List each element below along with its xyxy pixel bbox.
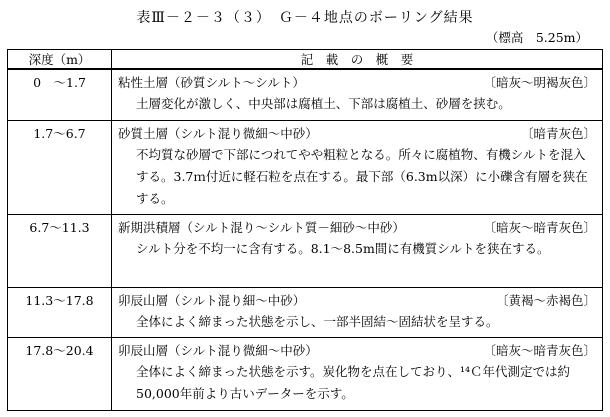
table-title: 表Ⅲ－２－３（３） Ｇ－４地点のボーリング結果	[136, 10, 474, 26]
layer-description: 土層変化が激しく、中央部は腐植土、下部は腐植土、砂層を挟む。	[136, 96, 511, 111]
depth-cell: 17.8～20.4	[8, 338, 112, 411]
layer-color: 〔黄褐～赤褐色〕	[495, 293, 596, 309]
layer-name: 粘性土層（砂質シルト～シルト）	[118, 75, 305, 90]
depth-cell: 0 ～1.7	[8, 69, 112, 120]
depth-cell: 6.7～11.3	[8, 214, 112, 288]
layer-description: 全体によく締まった状態を示し、一部半固結～固結状を呈する。	[136, 314, 499, 330]
table-row	[8, 69, 603, 120]
table-row	[8, 338, 603, 411]
table-row	[8, 120, 603, 214]
layer-name: 砂質土層（シルト混り微細～中砂）	[118, 125, 318, 141]
description-cell	[112, 69, 603, 120]
boring-results-table	[7, 49, 603, 411]
depth-cell: 11.3～17.8	[8, 288, 112, 338]
layer-name: 新期洪積層（シルト混り～シルト質－細砂～中砂）	[118, 219, 405, 235]
description-header: 記 載 の 概 要	[112, 50, 603, 70]
layer-name: 卯辰山層（シルト混り細～中砂）	[118, 293, 306, 309]
elevation-note: （標高 5.25m）	[485, 30, 588, 45]
layer-color: 〔暗灰～暗青灰色〕	[483, 219, 596, 235]
description-cell	[112, 288, 603, 338]
layer-description: 全体によく締まった状態を示す。炭化物を点在しており、¹⁴Ｃ年代測定では約50,000年前より古いデーターを示す。	[136, 364, 571, 402]
layer-color: 〔暗青灰色〕	[520, 125, 596, 141]
depth-cell: 1.7～6.7	[8, 120, 112, 214]
table-row	[8, 288, 603, 338]
layer-description: シルト分を不均一に含有する。8.1～8.5m間に有機質シルトを狭在する。	[136, 240, 550, 256]
table-row	[8, 214, 603, 288]
description-cell	[112, 338, 603, 411]
layer-color: 〔暗灰～明褐灰色〕	[483, 75, 596, 90]
description-cell	[112, 214, 603, 288]
depth-header: 深度（m）	[8, 50, 112, 70]
layer-name: 卯辰山層（シルト混り微細～中砂）	[118, 343, 318, 359]
layer-color: 〔暗灰～暗青灰色〕	[483, 343, 596, 359]
layer-description: 不均質な砂層で下部につれてやや粗粒となる。所々に腐植物、有機シルトを混入する。3.7ｍ付近に軽石粒を点在する。最下部（6.3m以深）に小礫含有層を狭在する。	[136, 146, 588, 206]
description-cell	[112, 120, 603, 214]
